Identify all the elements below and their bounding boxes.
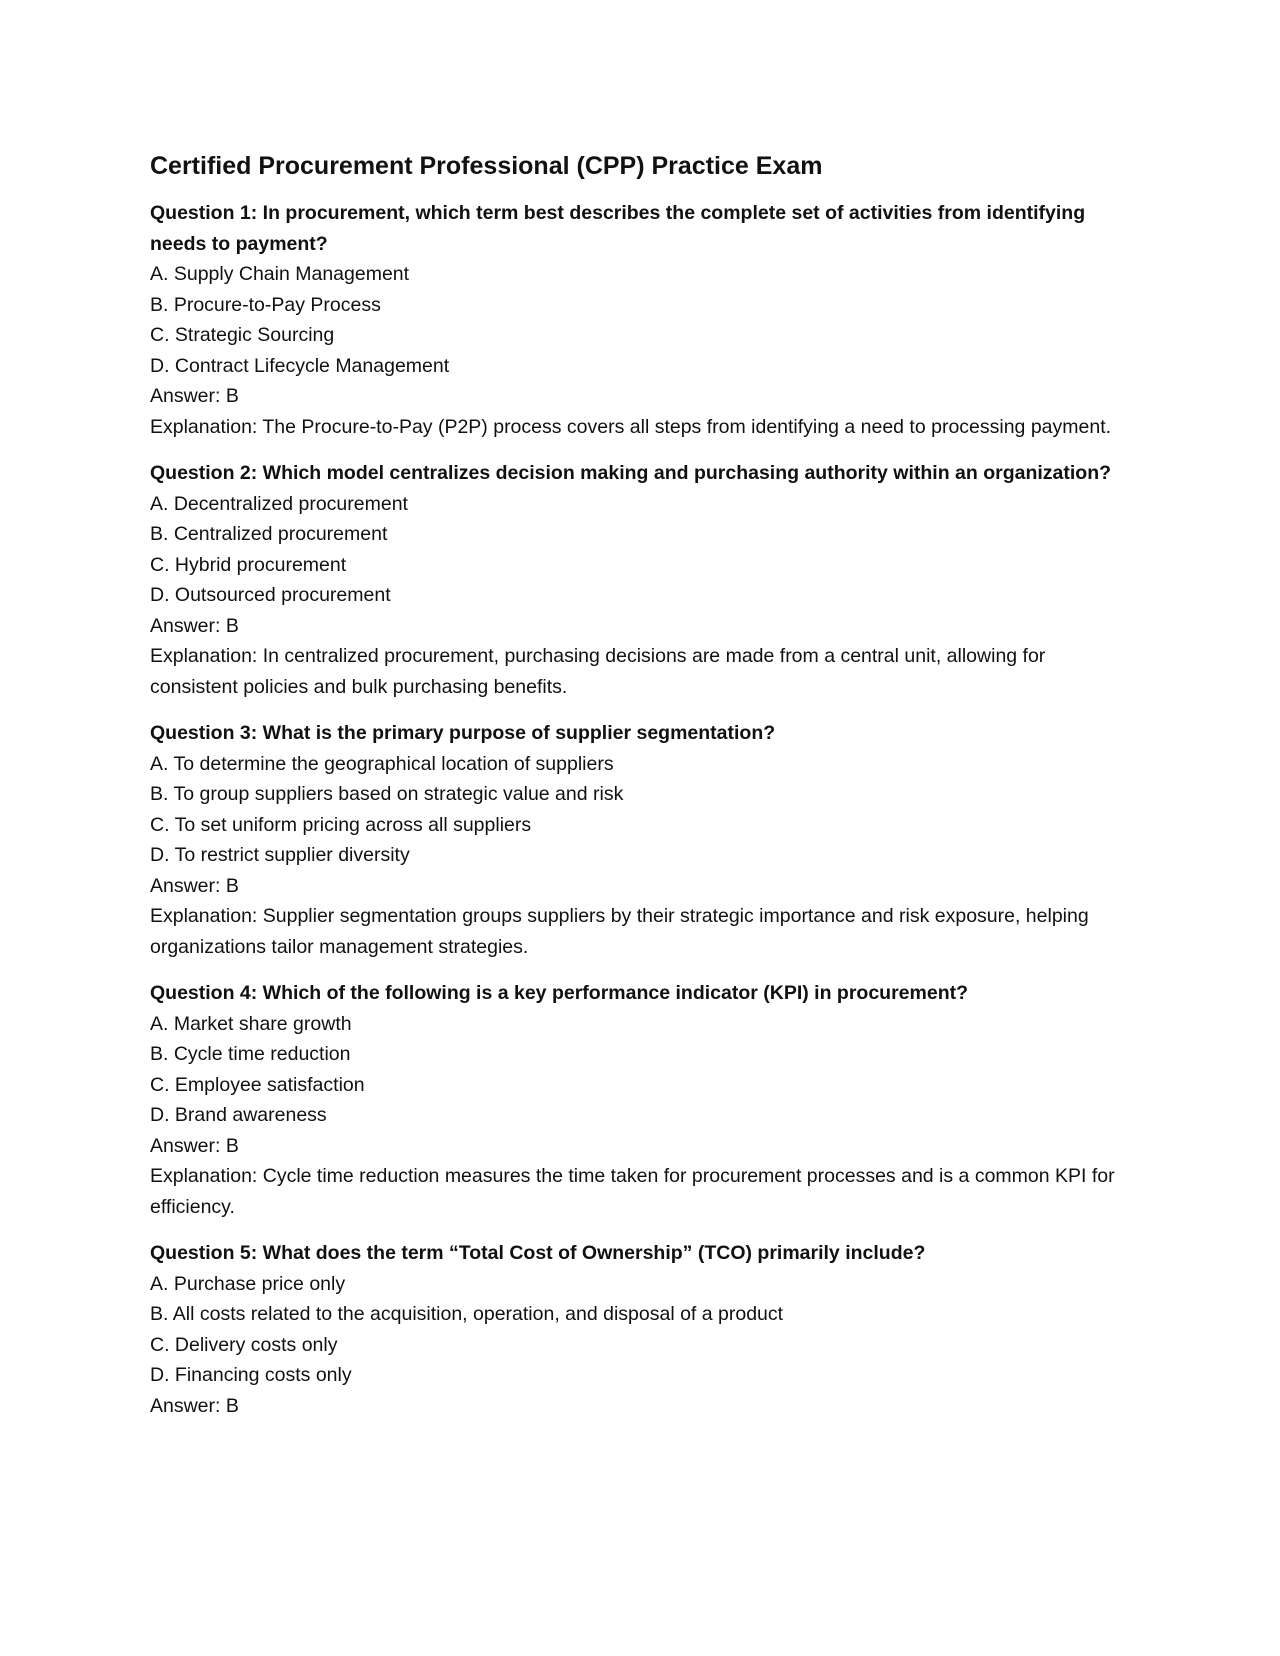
answer-text: Answer: B bbox=[150, 874, 239, 897]
option-b: B. To group suppliers based on strategic value and risk bbox=[150, 783, 624, 805]
option-c: C. Employee satisfaction bbox=[150, 1073, 365, 1096]
option-a: A. Supply Chain Management bbox=[150, 263, 410, 285]
document-page bbox=[150, 150, 1130, 1437]
option-d: D. Outsourced procurement bbox=[150, 584, 391, 606]
question-text: Question 3: What is the primary purpose of supplier segmentation? bbox=[150, 722, 776, 744]
option-a: A. Purchase price only bbox=[150, 1272, 346, 1295]
answer-text: Answer: B bbox=[150, 1134, 239, 1157]
question-block-2 bbox=[150, 458, 1130, 702]
question-block-4 bbox=[150, 978, 1130, 1222]
explanation-text: Explanation: Supplier segmentation groups suppliers by their strategic importance and risk exposure, helping organizations tailor management strategies. bbox=[150, 905, 1089, 958]
explanation-text: Explanation: Cycle time reduction measures the time taken for procurement processes and is a common KPI for efficiency. bbox=[150, 1165, 1115, 1218]
explanation-text: Explanation: The Procure-to-Pay (P2P) process covers all steps from identifying a need to processing payment. bbox=[150, 415, 1112, 438]
question-text: Question 2: Which model centralizes decision making and purchasing authority within an organization? bbox=[150, 462, 1112, 484]
option-b: B. All costs related to the acquisition, operation, and disposal of a product bbox=[150, 1303, 784, 1325]
answer-text: Answer: B bbox=[150, 385, 239, 407]
answer-text: Answer: B bbox=[150, 614, 239, 637]
option-b: B. Cycle time reduction bbox=[150, 1043, 351, 1065]
question-text: Question 4: Which of the following is a key performance indicator (KPI) in procurement? bbox=[150, 982, 969, 1004]
question-text: Question 1: In procurement, which term best describes the complete set of activities from identifying needs to payment? bbox=[150, 202, 1086, 255]
question-block-5 bbox=[150, 1238, 1130, 1421]
option-d: D. To restrict supplier diversity bbox=[150, 844, 410, 866]
option-c: C. To set uniform pricing across all suppliers bbox=[150, 813, 532, 836]
explanation-text: Explanation: In centralized procurement, purchasing decisions are made from a central unit, allowing for consistent policies and bulk purchasing benefits. bbox=[150, 645, 1046, 698]
option-a: A. To determine the geographical location of suppliers bbox=[150, 752, 614, 775]
option-b: B. Procure-to-Pay Process bbox=[150, 293, 381, 316]
question-text: Question 5: What does the term “Total Cost of Ownership” (TCO) primarily include? bbox=[150, 1242, 926, 1264]
option-a: A. Market share growth bbox=[150, 1012, 352, 1035]
option-d: D. Financing costs only bbox=[150, 1364, 352, 1386]
question-block-3 bbox=[150, 718, 1130, 962]
option-d: D. Brand awareness bbox=[150, 1104, 327, 1126]
question-block-1 bbox=[150, 198, 1130, 442]
option-c: C. Strategic Sourcing bbox=[150, 324, 335, 346]
option-a: A. Decentralized procurement bbox=[150, 492, 408, 515]
option-d: D. Contract Lifecycle Management bbox=[150, 354, 450, 377]
answer-text: Answer: B bbox=[150, 1394, 239, 1417]
document-title: Certified Procurement Professional (CPP) Practice Exam bbox=[150, 152, 823, 180]
option-c: C. Delivery costs only bbox=[150, 1333, 338, 1356]
option-c: C. Hybrid procurement bbox=[150, 553, 347, 576]
option-b: B. Centralized procurement bbox=[150, 523, 388, 545]
